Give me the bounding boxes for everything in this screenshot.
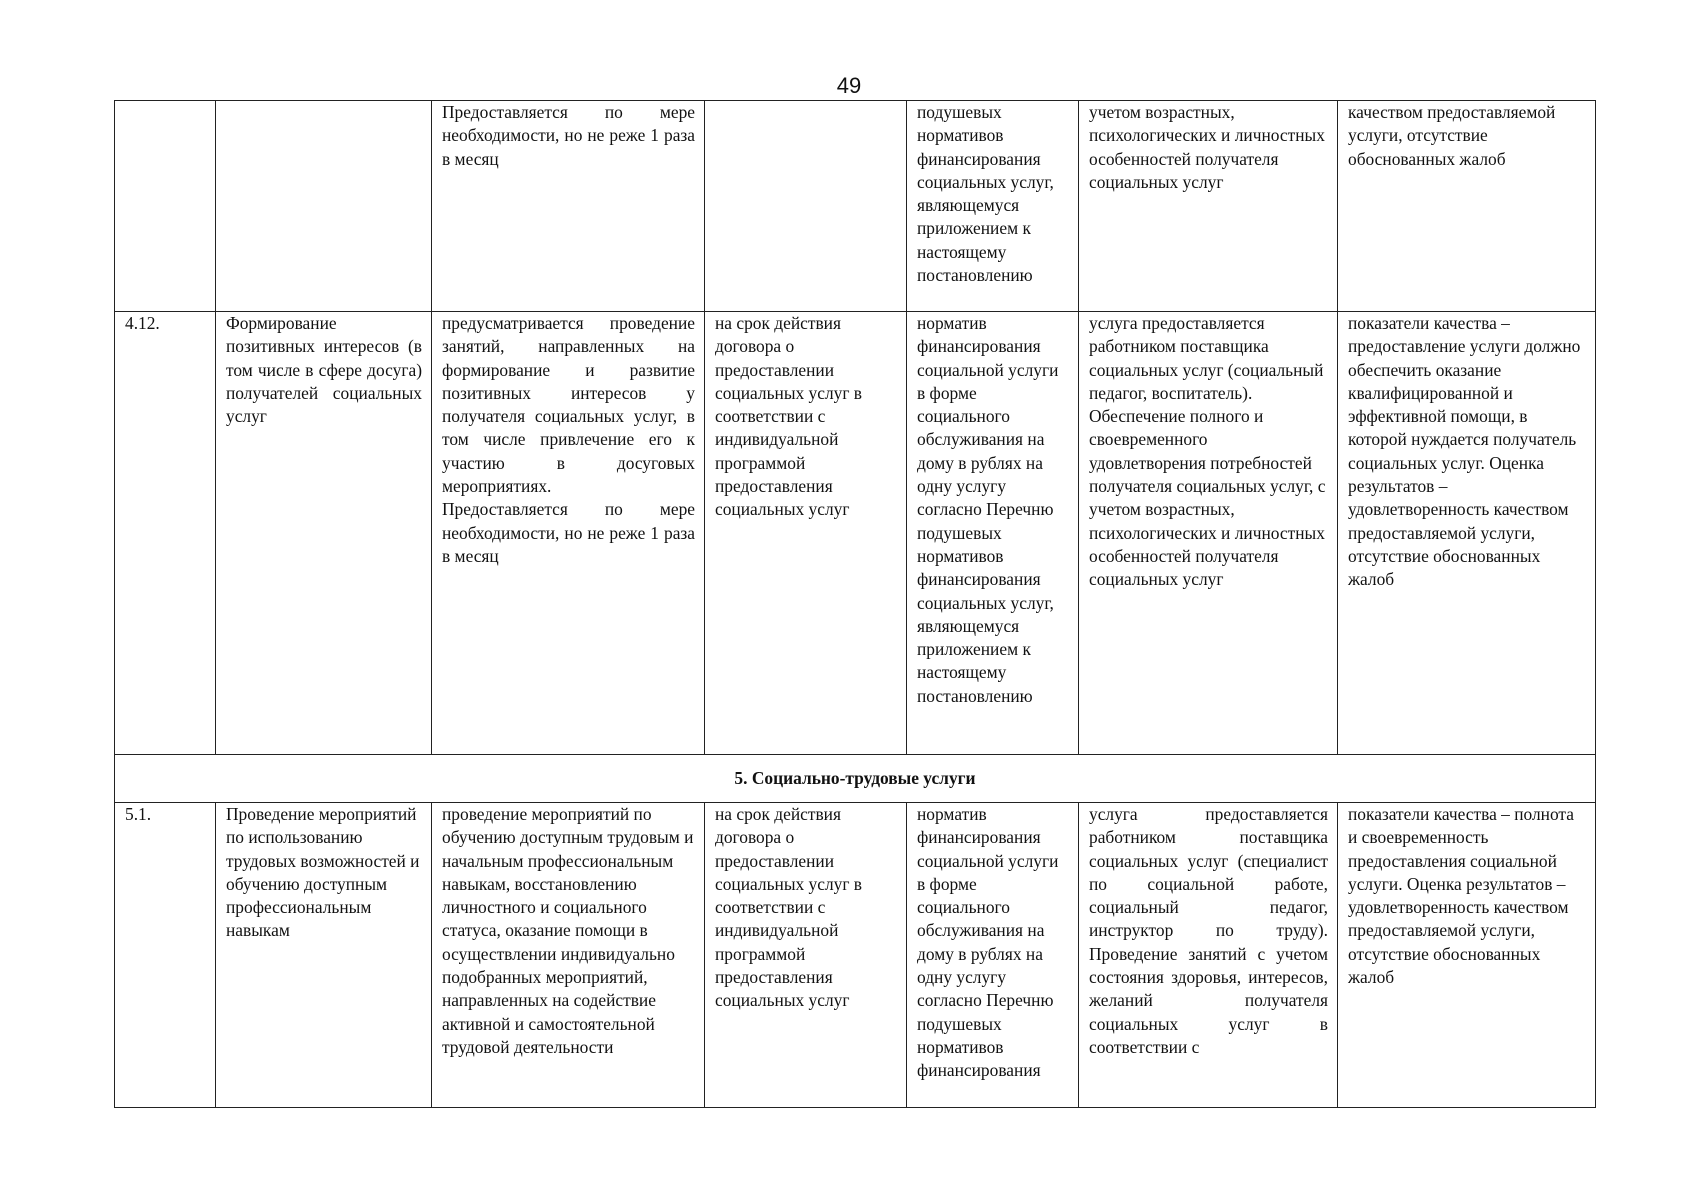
cell-norm: подушевых нормативов финансирования социальных услуг, являющемуся приложением к настоящему постановлению xyxy=(907,101,1079,312)
cell-quality: показатели качества – полнота и своевременность предоставления социальной услуги. Оценка результатов – удовлетворенность качеством предоставляемой услуги, отсутствие обоснованных жалоб xyxy=(1338,803,1596,1108)
cell-number: 4.12. xyxy=(115,312,216,755)
description-paragraph: Предоставляется по мере необходимости, но не реже 1 раза в месяц xyxy=(442,102,695,169)
cell-conditions: услуга предоставляется работником поставщика социальных услуг (специалист по социальной работе, социальный педагог, инструктор по труду). Проведение занятий с учетом состояния здоровья, интересов, желаний получателя социальных услуг в соответствии с xyxy=(1079,803,1338,1108)
description-paragraph: проведение мероприятий по обучению доступным трудовым и начальным профессиональным навыкам, восстановлению личностного и социального статуса, оказание помощи в осуществлении индивидуально подобранных мероприятий, направленных на содействие активной и самостоятельной трудовой деятельности xyxy=(442,804,694,1057)
table-row xyxy=(115,803,1596,1108)
table-row xyxy=(115,101,1596,312)
cell-conditions: услуга предоставляется работником поставщика социальных услуг (социальный педагог, воспитатель). Обеспечение полного и своевременного удовлетворения потребностей получателя социальных услуг, с учетом возрастных, психологических и личностных особенностей получателя социальных услуг xyxy=(1079,312,1338,755)
section-header-row xyxy=(115,755,1596,803)
description-paragraph: Предоставляется по мере необходимости, но не реже 1 раза в месяц xyxy=(442,499,695,566)
cell-service-name: Проведение мероприятий по использованию трудовых возможностей и обучению доступным профессиональным навыкам xyxy=(216,803,432,1108)
section-title: 5. Социально-трудовые услуги xyxy=(115,755,1596,803)
services-table xyxy=(114,100,1596,1108)
cell-quality: показатели качества – предоставление услуги должно обеспечить оказание квалифицированной и эффективной помощи, в которой нуждается получатель социальных услуг. Оценка результатов – удовлетворенность качеством предоставляемой услуги, отсутствие обоснованных жалоб xyxy=(1338,312,1596,755)
cell-description xyxy=(432,312,705,755)
cell-term: на срок действия договора о предоставлении социальных услуг в соответствии с индивидуальной программой предоставления социальных услуг xyxy=(705,312,907,755)
cell-description xyxy=(432,803,705,1108)
cell-number: 5.1. xyxy=(115,803,216,1108)
cell-norm: норматив финансирования социальной услуги в форме социального обслуживания на дому в рублях на одну услугу согласно Перечню подушевых нормативов финансирования xyxy=(907,803,1079,1108)
cell-quality: качеством предоставляемой услуги, отсутствие обоснованных жалоб xyxy=(1338,101,1596,312)
cell-service-name xyxy=(216,101,432,312)
table-row xyxy=(115,312,1596,755)
cell-number xyxy=(115,101,216,312)
cell-term: на срок действия договора о предоставлении социальных услуг в соответствии с индивидуальной программой предоставления социальных услуг xyxy=(705,803,907,1108)
cell-term xyxy=(705,101,907,312)
cell-description xyxy=(432,101,705,312)
cell-conditions: учетом возрастных, психологических и личностных особенностей получателя социальных услуг xyxy=(1079,101,1338,312)
cell-norm: норматив финансирования социальной услуги в форме социального обслуживания на дому в рублях на одну услугу согласно Перечню подушевых нормативов финансирования социальных услуг, являющемуся приложением к настоящему постановлению xyxy=(907,312,1079,755)
description-paragraph: предусматривается проведение занятий, направленных на формирование и развитие позитивных интересов у получателя социальных услуг, в том числе привлечение его к участию в досуговых мероприятиях. xyxy=(442,313,695,497)
cell-service-name: Формирование позитивных интересов (в том числе в сфере досуга) получателей социальных услуг xyxy=(216,312,432,755)
page-number: 49 xyxy=(836,73,862,98)
